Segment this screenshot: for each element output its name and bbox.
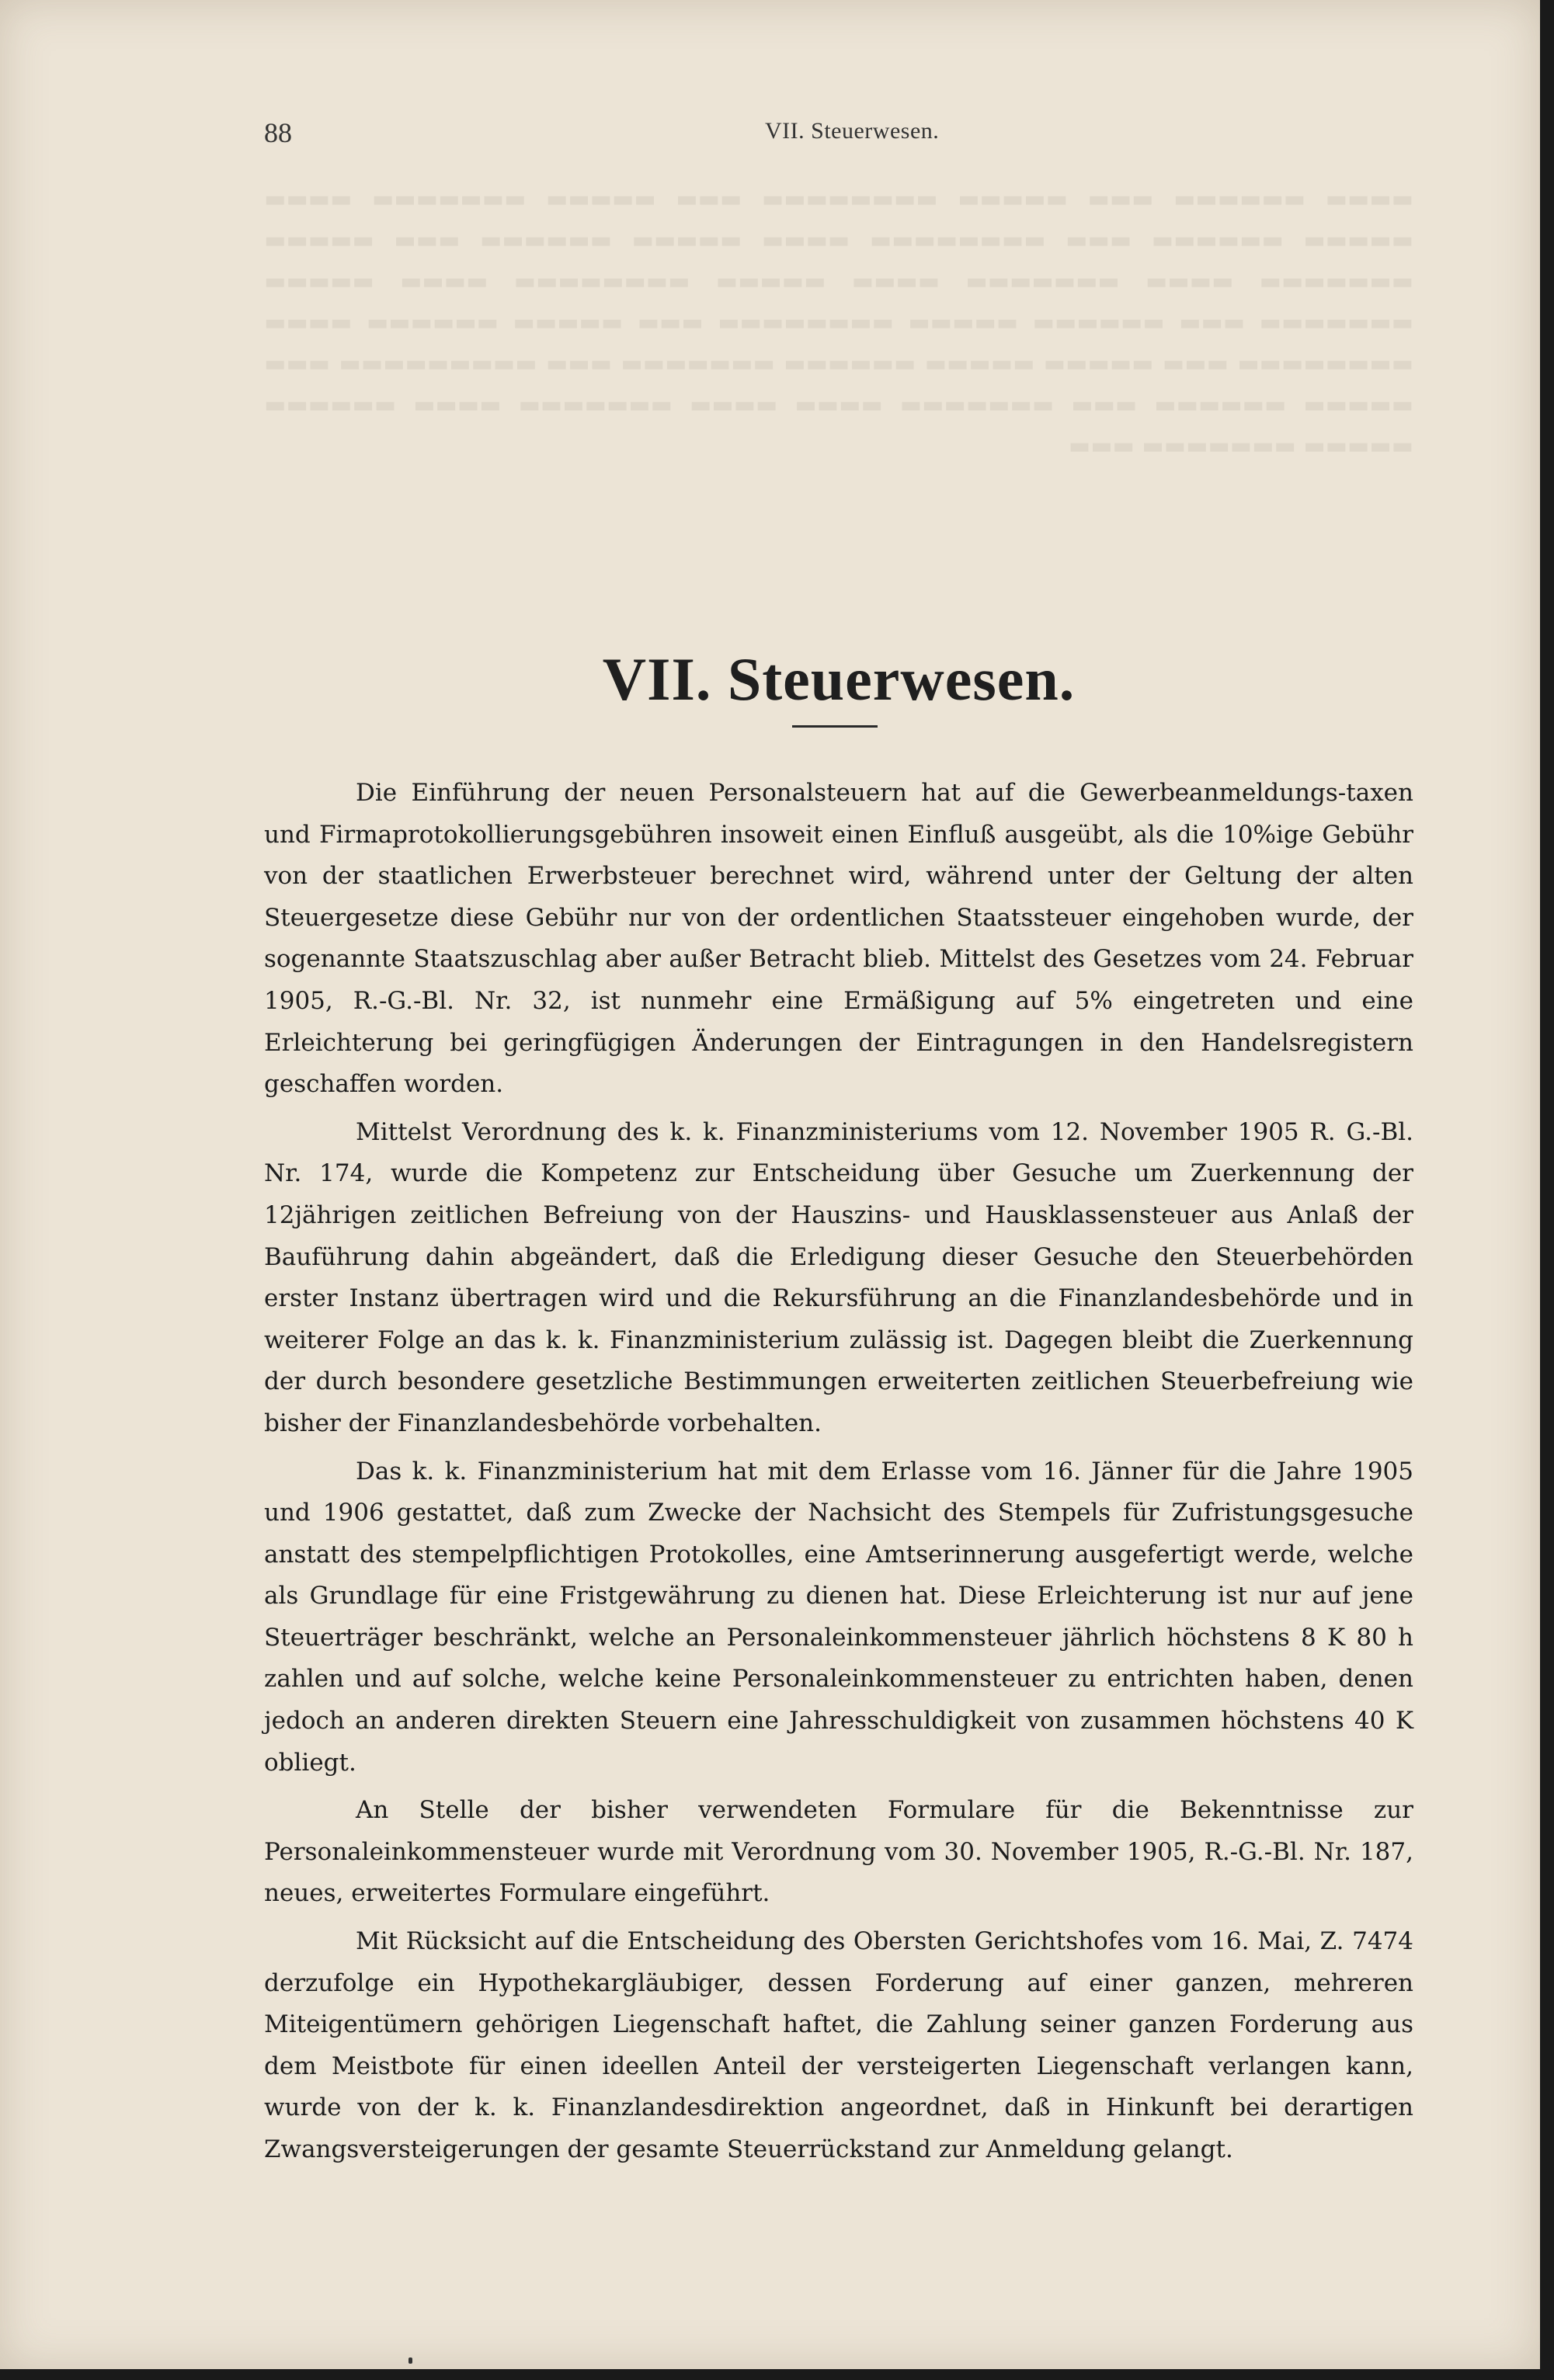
page-number: 88 [264,117,292,148]
page-header [264,116,1413,155]
chapter-title: VII. Steuerwesen. [602,645,1076,714]
print-mark [408,2357,412,2364]
bleed-through-texture: ▬▬▬▬ ▬▬▬▬▬▬ ▬▬▬ ▬▬▬▬▬ ▬▬▬▬▬▬▬▬ ▬▬▬ ▬▬▬▬▬ ▬▬▬▬▬▬▬ ▬▬▬▬ ▬▬▬▬▬ ▬▬▬▬▬▬ ▬▬▬ ▬▬▬▬▬▬▬▬ ▬▬▬▬ ▬▬▬▬▬ ▬▬▬▬▬▬ ▬▬▬ ▬▬▬▬▬ ▬▬▬▬▬▬▬ ▬▬▬▬ ▬▬▬▬▬▬▬ ▬▬▬▬ ▬▬▬▬▬ ▬▬▬▬▬▬▬▬ ▬▬▬▬ ▬▬▬▬▬ ▬▬▬▬▬▬▬ ▬▬▬ ▬▬▬▬▬▬ ▬▬▬▬▬ ▬▬▬▬▬▬▬▬ ▬▬▬ ▬▬▬▬▬ ▬▬▬▬▬▬ ▬▬▬▬ ▬▬▬▬▬▬▬▬ ▬▬▬ ▬▬▬▬▬ ▬▬▬▬▬ ▬▬▬▬▬▬ ▬▬▬▬▬▬▬ ▬▬▬ ▬▬▬▬▬▬▬▬▬ ▬▬▬ ▬▬▬▬▬ ▬▬▬▬▬▬ ▬▬▬ ▬▬▬▬▬▬▬ ▬▬▬▬ ▬▬▬▬ ▬▬▬▬▬▬▬ ▬▬▬▬ ▬▬▬▬▬▬ ▬▬▬▬▬ ▬▬▬▬▬▬▬ ▬▬▬ [264,186,1413,460]
running-head: VII. Steuerwesen. [765,118,940,144]
paragraph: Mit Rücksicht auf die Entscheidung des Obersten Gerichtshofes vom 16. Mai, Z. 7474 derzufolge ein Hypothekargläubiger, dessen Forderung auf einer ganzen, mehreren Miteigentümern gehörigen Liegenschaft haftet, die Zahlung seiner ganzen Forderung aus dem Meistbote für einen ideellen Anteil der versteigerten Liegenschaft verlangen kann, wurde von der k. k. Finanzlandesdirektion angeordnet, daß in Hinkunft bei derartigen Zwangsversteigerungen der gesamte Steuerrückstand zur Anmeldung gelangt. [264,1927,1413,2163]
body-text [264,773,1413,2177]
title-divider [792,725,878,728]
paragraph: Das k. k. Finanzministerium hat mit dem Erlasse vom 16. Jänner für die Jahre 1905 und 1906 gestattet, daß zum Zwecke der Nachsicht des Stempels für Zufristungsgesuche anstatt des stempelpflichtigen Protokolles, eine Amtserinnerung ausgefertigt werde, welche als Grundlage für eine Fristgewährung zu dienen hat. Diese Erleichterung ist nur auf jene Steuerträger beschränkt, welche an Personaleinkommensteuer jährlich höchstens 8 K 80 h zahlen und auf solche, welche keine Personaleinkommensteuer zu entrichten haben, denen jedoch an anderen direkten Steuern eine Jahresschuldigkeit von zusammen höchstens 40 K obliegt. [264,1457,1413,1777]
paragraph: Mittelst Verordnung des k. k. Finanzministeriums vom 12. November 1905 R. G.-Bl. Nr. 174, wurde die Kompetenz zur Entscheidung über Gesuche um Zuerkennung der 12jährigen zeitlichen Befreiung von der Hauszins- und Hausklassensteuer aus Anlaß der Bauführung dahin abgeändert, daß die Erledigung dieser Gesuche den Steuerbehörden erster Instanz übertragen wird und die Rekursführung an die Finanzlandesbehörde und in weiterer Folge an das k. k. Finanzministerium zulässig ist. Dagegen bleibt die Zuerkennung der durch besondere gesetzliche Bestimmungen erweiterten zeitlichen Steuerbefreiung wie bisher der Finanzlandesbehörde vorbehalten. [264,1117,1413,1437]
paragraph: An Stelle der bisher verwendeten Formulare für die Bekenntnisse zur Personaleinkommensteuer wurde mit Verordnung vom 30. November 1905, R.-G.-Bl. Nr. 187, neues, erweitertes Formulare eingeführt. [264,1796,1413,1908]
paragraph: Die Einführung der neuen Personalsteuern hat auf die Gewerbeanmeldungs-taxen und Firmaprotokollierungsgebühren insoweit einen Einfluß ausgeübt, als die 10%ige Gebühr von der staatlichen Erwerbsteuer berechnet wird, während unter der Geltung der alten Steuergesetze diese Gebühr nur von der ordentlichen Staatssteuer eingehoben wurde, der sogenannte Staatszuschlag aber außer Betracht blieb. Mittelst des Gesetzes vom 24. Februar 1905, R.-G.-Bl. Nr. 32, ist nunmehr eine Ermäßigung auf 5% eingetreten und eine Erleichterung bei geringfügigen Änderungen der Eintragungen in den Handelsregistern geschaffen worden. [264,779,1413,1099]
